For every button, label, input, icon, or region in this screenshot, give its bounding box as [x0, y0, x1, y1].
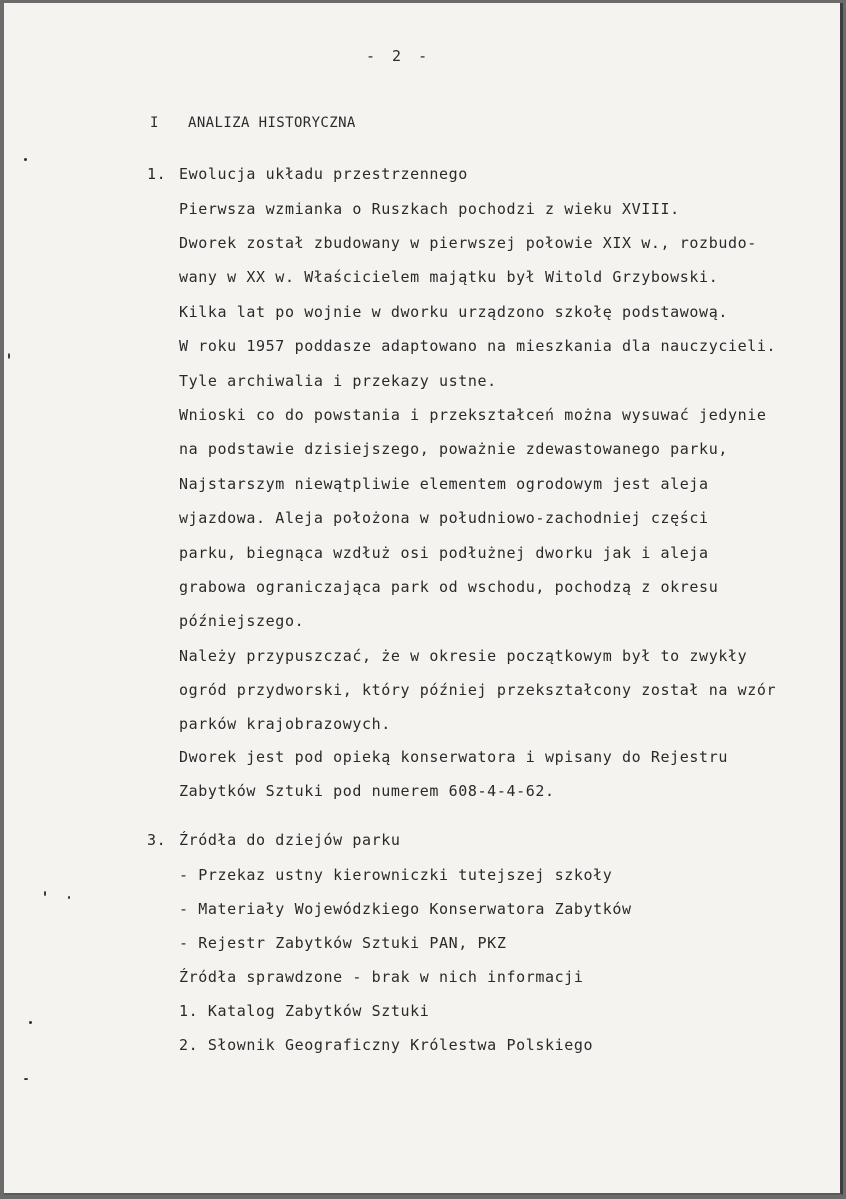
sec1-line: Najstarszym niewątpliwie elementem ogrodowym jest aleja: [179, 475, 709, 493]
sec1-line: parków krajobrazowych.: [179, 715, 391, 733]
sec1-number: 1.: [147, 165, 167, 183]
scan-speck: [44, 891, 46, 896]
sec3-line: - Rejestr Zabytków Sztuki PAN, PKZ: [179, 934, 507, 952]
sec1-line: Tyle archiwalia i przekazy ustne.: [179, 372, 497, 390]
sec1-line: grabowa ograniczająca park od wschodu, pochodzą z okresu: [179, 578, 719, 596]
sec3-line: 1. Katalog Zabytków Sztuki: [179, 1002, 430, 1020]
sec3-line: Źródła sprawdzone - brak w nich informacji: [179, 968, 584, 986]
sec1-line: Należy przypuszczać, że w okresie początkowym był to zwykły: [179, 647, 748, 665]
sec1-line: wany w XX w. Właścicielem majątku był Witold Grzybowski.: [179, 268, 719, 286]
sec3-line: - Przekaz ustny kierowniczki tutejszej szkoły: [179, 866, 613, 884]
sec1-heading: Ewolucja układu przestrzennego: [179, 165, 468, 183]
sec3-line: 2. Słownik Geograficzny Królestwa Polskiego: [179, 1036, 594, 1054]
scan-speck: [8, 353, 10, 359]
sec1-line: Zabytków Sztuki pod numerem 608-4-4-62.: [179, 782, 555, 800]
sec1-line: W roku 1957 poddasze adaptowano na mieszkania dla nauczycieli.: [179, 337, 777, 355]
sec1-line: parku, biegnąca wzdłuż osi podłużnej dworku jak i aleja: [179, 544, 709, 562]
sec1-line: ogród przydworski, który później przekształcony został na wzór: [179, 681, 777, 699]
sec3-number: 3.: [147, 831, 167, 849]
section-roman-numeral: I: [150, 115, 159, 131]
sec1-line: Dworek jest pod opieką konserwatora i wpisany do Rejestru: [179, 748, 728, 766]
scan-speck: [68, 896, 70, 899]
sec1-line: Wnioski co do powstania i przekształceń można wysuwać jedynie: [179, 406, 767, 424]
sec3-heading: Źródła do dziejów parku: [179, 831, 401, 849]
scan-speck: [24, 158, 27, 161]
sec1-line: Pierwsza wzmianka o Ruszkach pochodzi z wieku XVIII.: [179, 200, 680, 218]
document-page: [4, 3, 843, 1195]
sec1-line: Dworek został zbudowany w pierwszej połowie XIX w., rozbudo-: [179, 234, 757, 252]
scan-speck: [29, 1021, 32, 1024]
sec1-line: Kilka lat po wojnie w dworku urządzono szkołę podstawową.: [179, 303, 728, 321]
sec3-line: - Materiały Wojewódzkiego Konserwatora Zabytków: [179, 900, 632, 918]
page-number: - 2 -: [366, 47, 432, 65]
sec1-line: na podstawie dzisiejszego, poważnie zdewastowanego parku,: [179, 440, 728, 458]
section-title: ANALIZA HISTORYCZNA: [188, 115, 356, 131]
sec1-line: późniejszego.: [179, 612, 305, 630]
sec1-line: wjazdowa. Aleja położona w południowo-zachodniej części: [179, 509, 709, 527]
scan-speck: [24, 1078, 28, 1080]
